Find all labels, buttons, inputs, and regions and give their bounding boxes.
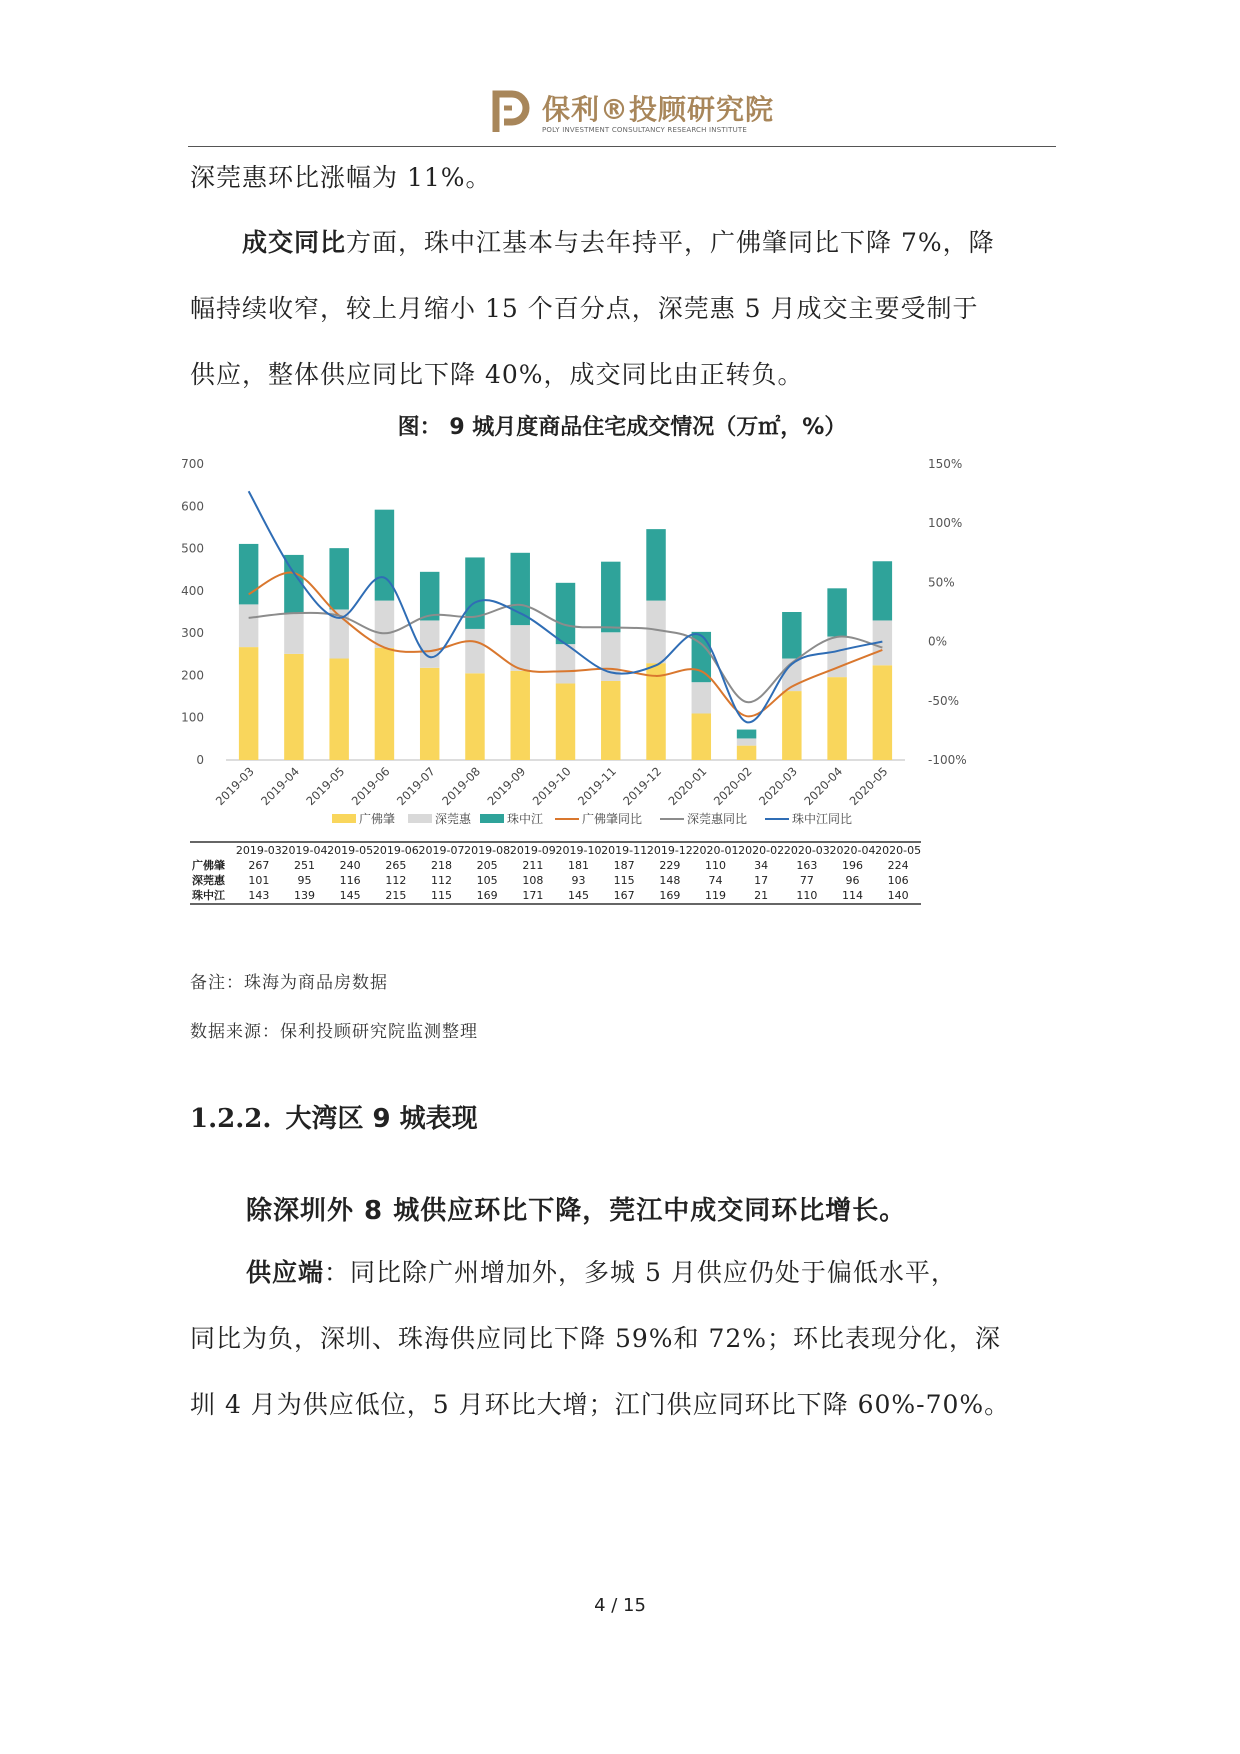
bar-segment: [511, 671, 530, 760]
table-header-cell: 2019-03: [235, 844, 282, 857]
bar-segment: [284, 614, 303, 654]
page-number: 4 / 15: [594, 1595, 646, 1616]
table-cell: 21: [754, 889, 769, 902]
table-header-cell: 2019-11: [601, 844, 648, 857]
legend-label: 深莞惠: [435, 812, 472, 826]
table-cell: 171: [522, 889, 544, 902]
table-cell: 105: [476, 874, 498, 887]
table-row-label: 珠中江: [192, 889, 225, 902]
bar-segment: [420, 668, 439, 760]
table-header-cell: 2020-02: [738, 844, 785, 857]
table-cell: 167: [613, 889, 635, 902]
x-tick-label: 2019-08: [439, 764, 484, 809]
table-cell: 187: [613, 859, 635, 872]
bar-segment: [646, 601, 665, 664]
table-cell: 77: [799, 874, 814, 887]
table-cell: 112: [385, 874, 407, 887]
legend-swatch: [408, 814, 432, 823]
y-right-tick-label: 100%: [928, 516, 963, 531]
table-cell: 169: [659, 889, 681, 902]
x-tick-label: 2020-02: [710, 764, 755, 809]
bar-segment: [420, 620, 439, 667]
data-source: 数据来源：保利投顾研究院监测整理: [190, 1022, 478, 1042]
table-header-cell: 2019-10: [555, 844, 602, 857]
table-header-cell: 2019-08: [464, 844, 511, 857]
table-cell: 143: [248, 889, 270, 902]
table-cell: 145: [568, 889, 589, 902]
chart-note: 备注：珠海为商品房数据: [190, 973, 388, 993]
paragraph-supply: [190, 1240, 1054, 1306]
table-header-cell: 2019-09: [509, 844, 556, 857]
table-cell: 224: [887, 859, 909, 872]
x-tick-label: 2019-04: [258, 764, 303, 809]
table-cell: 196: [842, 859, 863, 872]
bar-segment: [420, 572, 439, 621]
y-left-tick-label: 700: [181, 457, 204, 471]
bar-segment: [737, 746, 756, 760]
combo-chart: [181, 446, 1102, 951]
x-tick-label: 2019-09: [484, 764, 529, 809]
bar-segment: [375, 648, 394, 760]
y-right-tick-label: 150%: [928, 457, 963, 471]
section-title: 大湾区 9 城表现: [285, 1104, 478, 1134]
bar-segment: [827, 677, 846, 760]
table-cell: 140: [887, 889, 909, 902]
table-cell: 110: [705, 859, 726, 872]
x-tick-label: 2020-01: [665, 764, 710, 809]
x-tick-label: 2020-05: [846, 764, 891, 809]
paragraph-line: 幅持续收窄，较上月缩小 15 个百分点，深莞惠 5 月成交主要受制于: [190, 294, 979, 323]
table-header-cell: 2020-04: [829, 844, 876, 857]
table-header-cell: 2019-12: [646, 844, 693, 857]
bar-segment: [692, 713, 711, 760]
logo-chinese: 保利®投顾研究院: [542, 93, 775, 126]
bar-segment: [827, 588, 846, 636]
table-cell: 211: [522, 859, 544, 872]
table-header-cell: 2019-07: [418, 844, 465, 857]
table-cell: 106: [887, 874, 909, 887]
table-cell: 205: [476, 859, 498, 872]
x-tick-label: 2019-10: [529, 764, 574, 809]
legend-label: 广佛肇: [359, 812, 396, 826]
bar-segment: [511, 625, 530, 671]
y-left-tick-label: 100: [181, 710, 204, 725]
bar-segment: [782, 612, 801, 659]
bar-segment: [239, 544, 258, 604]
x-tick-label: 2019-05: [303, 764, 348, 809]
table-cell: 229: [659, 859, 681, 872]
table-cell: 265: [385, 859, 407, 872]
poly-logo-icon: [490, 90, 530, 134]
y-left-tick-label: 600: [181, 499, 204, 514]
table-cell: 93: [571, 874, 586, 887]
x-tick-label: 2019-06: [348, 764, 393, 809]
bar-segment: [782, 691, 801, 760]
table-cell: 108: [522, 874, 544, 887]
x-tick-label: 2019-11: [575, 764, 619, 809]
y-left-tick-label: 300: [181, 626, 204, 641]
table-cell: 139: [294, 889, 315, 902]
x-tick-label: 2020-03: [756, 764, 800, 809]
legend-label: 珠中江同比: [792, 812, 853, 826]
x-tick-label: 2020-04: [801, 764, 846, 809]
x-tick-label: 2019-03: [212, 764, 257, 809]
bar-segment: [556, 644, 575, 683]
table-cell: 267: [248, 859, 270, 872]
bar-segment: [692, 682, 711, 713]
bar-segment: [601, 562, 620, 633]
table-cell: 110: [796, 889, 818, 902]
bar-segment: [646, 529, 665, 600]
paragraph-text: ：同比除广州增加外，多城 5 月供应仍处于偏低水平，: [324, 1258, 957, 1287]
table-cell: 145: [339, 889, 361, 902]
section-heading: [190, 1098, 478, 1135]
paragraph-line: 圳 4 月为供应低位，5 月环比大增；江门供应同环比下降 60%-70%。: [190, 1390, 1011, 1419]
table-header-cell: 2019-06: [372, 844, 419, 857]
bar-segment: [465, 673, 484, 760]
y-right-tick-label: 50%: [928, 575, 955, 590]
table-cell: 240: [339, 859, 361, 872]
bar-segment: [465, 557, 484, 628]
table-cell: 95: [297, 874, 312, 887]
legend-label: 广佛肇同比: [582, 812, 643, 826]
bar-segment: [737, 730, 756, 739]
bar-segment: [556, 683, 575, 760]
bar-segment: [873, 561, 892, 620]
table-cell: 114: [842, 889, 863, 902]
table-cell: 112: [431, 874, 452, 887]
table-cell: 218: [431, 859, 452, 872]
bar-segment: [329, 659, 348, 760]
legend-swatch: [332, 814, 356, 823]
y-left-tick-label: 0: [196, 753, 204, 767]
lead-sentence: 除深圳外 8 城供应环比下降，莞江中成交同环比增长。: [246, 1196, 907, 1226]
bar-segment: [465, 629, 484, 673]
table-cell: 115: [431, 889, 452, 902]
table-cell: 96: [845, 874, 860, 887]
bar-segment: [646, 663, 665, 760]
paragraph-bold-lead: 供应端: [246, 1258, 325, 1287]
logo-english: POLY INVESTMENT CONSULTANCY RESEARCH INSTITUTE: [542, 126, 748, 134]
x-tick-label: 2019-12: [620, 764, 665, 809]
table-row-label: 广佛肇: [192, 859, 225, 872]
y-left-tick-label: 200: [181, 668, 204, 683]
table-header-cell: 2019-05: [327, 844, 374, 857]
y-left-tick-label: 400: [181, 583, 204, 598]
table-cell: 116: [339, 874, 361, 887]
bar-segment: [873, 665, 892, 760]
table-cell: 215: [385, 889, 407, 902]
bar-segment: [737, 738, 756, 745]
table-cell: 169: [476, 889, 498, 902]
legend-swatch: [480, 814, 504, 823]
table-cell: 181: [568, 859, 589, 872]
paragraph-text: 方面，珠中江基本与去年持平，广佛肇同比下降 7%，降: [346, 228, 995, 257]
x-tick-label: 2019-07: [393, 764, 438, 809]
table-cell: 163: [796, 859, 818, 872]
figure-title: 图： 9 城月度商品住宅成交情况（万㎡，%）: [397, 415, 847, 440]
bar-segment: [601, 681, 620, 760]
legend-label: 珠中江: [507, 812, 544, 826]
table-cell: 119: [705, 889, 726, 902]
bar-segment: [556, 583, 575, 644]
bar-segment: [329, 548, 348, 609]
paragraph-bold-lead: 成交同比: [242, 228, 347, 257]
bar-segment: [375, 510, 394, 601]
table-cell: 17: [754, 874, 769, 887]
table-header-cell: 2020-03: [783, 844, 830, 857]
bar-segment: [239, 604, 258, 647]
header-logo: [490, 88, 775, 140]
section-number: 1.2.2.: [190, 1104, 272, 1134]
y-right-tick-label: -100%: [928, 753, 967, 767]
y-right-tick-label: 0%: [928, 634, 948, 649]
table-cell: 74: [708, 874, 723, 887]
bar-segment: [239, 647, 258, 760]
table-cell: 251: [294, 859, 315, 872]
table-cell: 148: [659, 874, 681, 887]
table-row-label: 深莞惠: [192, 874, 225, 887]
table-cell: 115: [613, 874, 635, 887]
paragraph-line: 供应，整体供应同比下降 40%，成交同比由正转负。: [190, 360, 804, 389]
paragraph-line: 同比为负，深圳、珠海供应同比下降 59%和 72%；环比表现分化，深: [190, 1324, 1002, 1353]
bar-segment: [284, 654, 303, 760]
table-cell: 101: [248, 874, 270, 887]
table-cell: 34: [754, 859, 769, 872]
table-header-cell: 2019-04: [281, 844, 328, 857]
y-right-tick-label: -50%: [928, 693, 960, 708]
y-left-tick-label: 500: [181, 541, 204, 556]
table-header-cell: 2020-01: [692, 844, 739, 857]
paragraph-trade-yoy: [190, 210, 1054, 276]
legend-label: 深莞惠同比: [687, 812, 748, 826]
paragraph-line: 深莞惠环比涨幅为 11%。: [190, 163, 492, 192]
table-header-cell: 2020-05: [875, 844, 922, 857]
bar-segment: [375, 601, 394, 648]
